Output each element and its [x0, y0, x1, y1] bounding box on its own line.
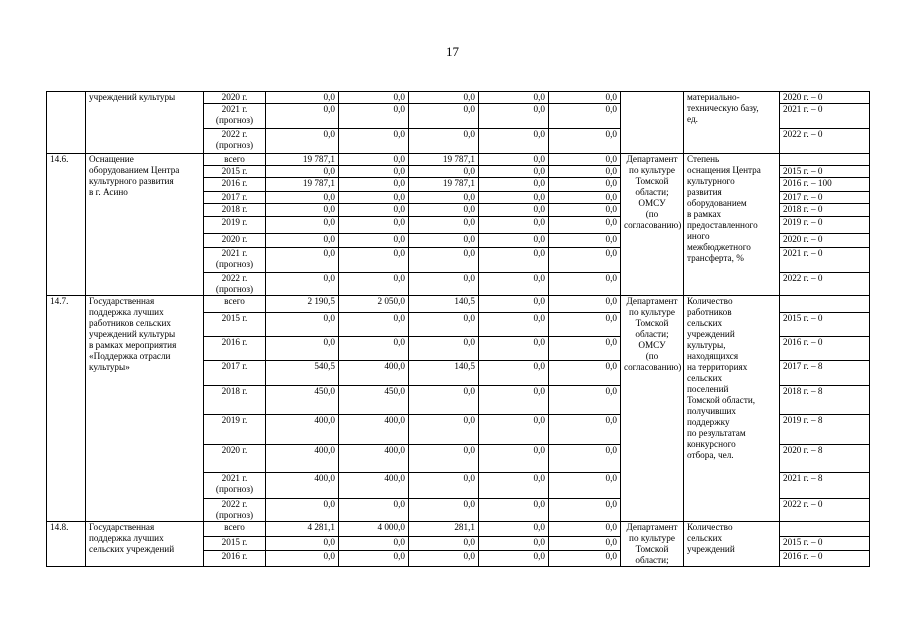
item-name: Государственная поддержка лучших сельских учреждений [86, 522, 204, 567]
value-cell: 0,0 [409, 92, 479, 104]
value-cell: 0,0 [339, 273, 409, 296]
value-cell: 140,5 [409, 296, 479, 313]
year-cell: 2022 г. (прогноз) [204, 273, 266, 296]
value-cell: 0,0 [266, 536, 339, 551]
value-cell: 0,0 [266, 499, 339, 522]
value-cell: 0,0 [339, 129, 409, 154]
value-cell: 0,0 [266, 192, 339, 204]
value-cell: 450,0 [339, 386, 409, 415]
value-cell: 0,0 [409, 445, 479, 473]
value-cell: 0,0 [549, 296, 621, 313]
department-cell [621, 92, 684, 154]
value-cell: 0,0 [339, 104, 409, 129]
indicator-cell: Количество сельских учреждений [684, 522, 780, 567]
value-cell: 0,0 [479, 273, 549, 296]
year-cell: 2016 г. [204, 178, 266, 192]
value-cell: 0,0 [549, 415, 621, 445]
value-cell: 0,0 [549, 234, 621, 248]
table-row [47, 522, 870, 537]
year-cell: 2019 г. [204, 415, 266, 445]
value-cell: 4 000,0 [339, 522, 409, 537]
value-cell: 0,0 [549, 337, 621, 361]
value-cell: 0,0 [479, 522, 549, 537]
value-cell: 0,0 [479, 234, 549, 248]
value-cell: 0,0 [549, 551, 621, 567]
budget-table [46, 91, 870, 567]
value-cell: 0,0 [409, 551, 479, 567]
value-cell: 0,0 [339, 204, 409, 217]
value-cell: 0,0 [479, 386, 549, 415]
value-cell: 0,0 [266, 204, 339, 217]
value-cell: 0,0 [339, 217, 409, 234]
value-cell: 0,0 [339, 234, 409, 248]
value-cell: 0,0 [549, 204, 621, 217]
target-cell [780, 296, 870, 313]
value-cell: 4 281,1 [266, 522, 339, 537]
target-cell: 2020 г. – 8 [780, 445, 870, 473]
target-cell: 2020 г. – 0 [780, 92, 870, 104]
value-cell: 0,0 [479, 248, 549, 273]
item-number: 14.8. [47, 522, 86, 567]
value-cell: 0,0 [409, 248, 479, 273]
value-cell: 0,0 [266, 234, 339, 248]
value-cell: 0,0 [266, 129, 339, 154]
value-cell: 0,0 [339, 248, 409, 273]
value-cell: 0,0 [409, 204, 479, 217]
value-cell: 0,0 [339, 536, 409, 551]
value-cell: 0,0 [339, 337, 409, 361]
value-cell: 0,0 [266, 248, 339, 273]
value-cell: 0,0 [549, 129, 621, 154]
value-cell: 140,5 [409, 361, 479, 386]
target-cell: 2022 г. – 0 [780, 273, 870, 296]
value-cell: 0,0 [549, 536, 621, 551]
value-cell: 0,0 [549, 178, 621, 192]
table-row [47, 154, 870, 166]
value-cell: 400,0 [266, 445, 339, 473]
year-cell: 2021 г. (прогноз) [204, 473, 266, 499]
department-cell: Департамент по культуре Томской области; ОМСУ (по согласованию) [621, 154, 684, 296]
target-cell: 2018 г. – 0 [780, 204, 870, 217]
target-cell: 2019 г. – 0 [780, 217, 870, 234]
value-cell: 0,0 [266, 551, 339, 567]
value-cell: 0,0 [266, 104, 339, 129]
value-cell: 0,0 [479, 204, 549, 217]
value-cell: 450,0 [266, 386, 339, 415]
value-cell: 0,0 [409, 234, 479, 248]
value-cell: 2 050,0 [339, 296, 409, 313]
item-name: учреждений культуры [86, 92, 204, 154]
value-cell: 0,0 [479, 415, 549, 445]
value-cell: 0,0 [409, 217, 479, 234]
value-cell: 400,0 [339, 445, 409, 473]
indicator-cell: Количество работников сельских учреждений культуры, находящихся на территориях сельских поселений Томской области, получивших поддержку по результатам конкурсного отбора, чел. [684, 296, 780, 522]
value-cell: 0,0 [266, 166, 339, 178]
value-cell: 400,0 [266, 415, 339, 445]
value-cell: 0,0 [409, 273, 479, 296]
year-cell: 2022 г. (прогноз) [204, 129, 266, 154]
value-cell: 0,0 [549, 361, 621, 386]
item-number [47, 92, 86, 154]
value-cell: 0,0 [479, 166, 549, 178]
value-cell: 0,0 [479, 129, 549, 154]
value-cell: 0,0 [549, 217, 621, 234]
table-row [47, 92, 870, 104]
value-cell: 0,0 [479, 296, 549, 313]
value-cell: 0,0 [479, 361, 549, 386]
year-cell: 2020 г. [204, 445, 266, 473]
year-cell: 2018 г. [204, 386, 266, 415]
value-cell: 0,0 [549, 104, 621, 129]
value-cell: 0,0 [479, 104, 549, 129]
department-cell: Департамент по культуре Томской области; ОМСУ (по согласованию) [621, 296, 684, 522]
value-cell: 0,0 [549, 522, 621, 537]
value-cell: 0,0 [479, 445, 549, 473]
value-cell: 400,0 [339, 361, 409, 386]
value-cell: 0,0 [339, 178, 409, 192]
value-cell: 0,0 [479, 154, 549, 166]
value-cell: 0,0 [479, 536, 549, 551]
value-cell: 0,0 [339, 499, 409, 522]
year-cell: 2022 г. (прогноз) [204, 499, 266, 522]
target-cell: 2021 г. – 8 [780, 473, 870, 499]
target-cell: 2022 г. – 0 [780, 129, 870, 154]
value-cell: 0,0 [549, 248, 621, 273]
year-cell: всего [204, 296, 266, 313]
target-cell: 2020 г. – 0 [780, 234, 870, 248]
year-cell: 2019 г. [204, 217, 266, 234]
value-cell: 2 190,5 [266, 296, 339, 313]
value-cell: 0,0 [479, 499, 549, 522]
year-cell: всего [204, 154, 266, 166]
year-cell: 2016 г. [204, 337, 266, 361]
target-cell [780, 154, 870, 166]
item-name: Государственная поддержка лучших работников сельских учреждений культуры в рамках мероприятия «Поддержка отрасли культуры» [86, 296, 204, 522]
value-cell: 0,0 [479, 217, 549, 234]
value-cell: 0,0 [339, 192, 409, 204]
target-cell: 2015 г. – 0 [780, 166, 870, 178]
value-cell: 281,1 [409, 522, 479, 537]
year-cell: 2021 г. (прогноз) [204, 104, 266, 129]
value-cell: 0,0 [409, 499, 479, 522]
value-cell: 0,0 [549, 166, 621, 178]
value-cell: 0,0 [549, 273, 621, 296]
target-cell [780, 522, 870, 537]
item-number: 14.7. [47, 296, 86, 522]
year-cell: 2020 г. [204, 234, 266, 248]
year-cell: 2017 г. [204, 361, 266, 386]
value-cell: 0,0 [549, 92, 621, 104]
value-cell: 0,0 [409, 386, 479, 415]
target-cell: 2016 г. – 0 [780, 337, 870, 361]
target-cell: 2016 г. – 0 [780, 551, 870, 567]
value-cell: 0,0 [479, 551, 549, 567]
target-cell: 2015 г. – 0 [780, 536, 870, 551]
value-cell: 0,0 [409, 473, 479, 499]
year-cell: 2015 г. [204, 166, 266, 178]
target-cell: 2017 г. – 8 [780, 361, 870, 386]
year-cell: 2016 г. [204, 551, 266, 567]
value-cell: 0,0 [549, 473, 621, 499]
value-cell: 0,0 [409, 166, 479, 178]
indicator-cell: Степень оснащения Центра культурного развития оборудованием в рамках предоставленного иного межбюджетного трансферта, % [684, 154, 780, 296]
value-cell: 0,0 [266, 92, 339, 104]
value-cell: 0,0 [409, 313, 479, 337]
value-cell: 0,0 [266, 337, 339, 361]
target-cell: 2017 г. – 0 [780, 192, 870, 204]
year-cell: всего [204, 522, 266, 537]
value-cell: 0,0 [479, 192, 549, 204]
value-cell: 0,0 [479, 313, 549, 337]
year-cell: 2015 г. [204, 536, 266, 551]
item-number: 14.6. [47, 154, 86, 296]
value-cell: 0,0 [549, 154, 621, 166]
value-cell: 0,0 [409, 415, 479, 445]
value-cell: 19 787,1 [266, 178, 339, 192]
value-cell: 0,0 [479, 473, 549, 499]
department-cell: Департамент по культуре Томской области; [621, 522, 684, 567]
value-cell: 0,0 [479, 337, 549, 361]
value-cell: 0,0 [266, 217, 339, 234]
page-number: 17 [446, 44, 459, 59]
year-cell: 2017 г. [204, 192, 266, 204]
year-cell: 2021 г. (прогноз) [204, 248, 266, 273]
target-cell: 2015 г. – 0 [780, 313, 870, 337]
item-name: Оснащение оборудованием Центра культурного развития в г. Асино [86, 154, 204, 296]
value-cell: 540,5 [266, 361, 339, 386]
year-cell: 2018 г. [204, 204, 266, 217]
target-cell: 2018 г. – 8 [780, 386, 870, 415]
value-cell: 0,0 [339, 154, 409, 166]
value-cell: 0,0 [549, 386, 621, 415]
value-cell: 0,0 [266, 273, 339, 296]
value-cell: 0,0 [479, 178, 549, 192]
value-cell: 400,0 [266, 473, 339, 499]
value-cell: 400,0 [339, 473, 409, 499]
value-cell: 0,0 [549, 445, 621, 473]
target-cell: 2016 г. – 100 [780, 178, 870, 192]
value-cell: 0,0 [339, 551, 409, 567]
year-cell: 2020 г. [204, 92, 266, 104]
value-cell: 0,0 [339, 313, 409, 337]
value-cell: 0,0 [266, 313, 339, 337]
value-cell: 0,0 [409, 129, 479, 154]
year-cell: 2015 г. [204, 313, 266, 337]
value-cell: 19 787,1 [266, 154, 339, 166]
value-cell: 0,0 [479, 92, 549, 104]
value-cell: 0,0 [339, 166, 409, 178]
value-cell: 0,0 [339, 92, 409, 104]
value-cell: 0,0 [409, 192, 479, 204]
value-cell: 400,0 [339, 415, 409, 445]
indicator-cell: материально- техническую базу, ед. [684, 92, 780, 154]
value-cell: 0,0 [409, 337, 479, 361]
target-cell: 2021 г. – 0 [780, 248, 870, 273]
value-cell: 0,0 [409, 104, 479, 129]
value-cell: 0,0 [549, 313, 621, 337]
target-cell: 2019 г. – 8 [780, 415, 870, 445]
value-cell: 0,0 [549, 192, 621, 204]
table-row [47, 296, 870, 313]
target-cell: 2021 г. – 0 [780, 104, 870, 129]
value-cell: 19 787,1 [409, 178, 479, 192]
value-cell: 0,0 [549, 499, 621, 522]
target-cell: 2022 г. – 0 [780, 499, 870, 522]
value-cell: 19 787,1 [409, 154, 479, 166]
value-cell: 0,0 [409, 536, 479, 551]
